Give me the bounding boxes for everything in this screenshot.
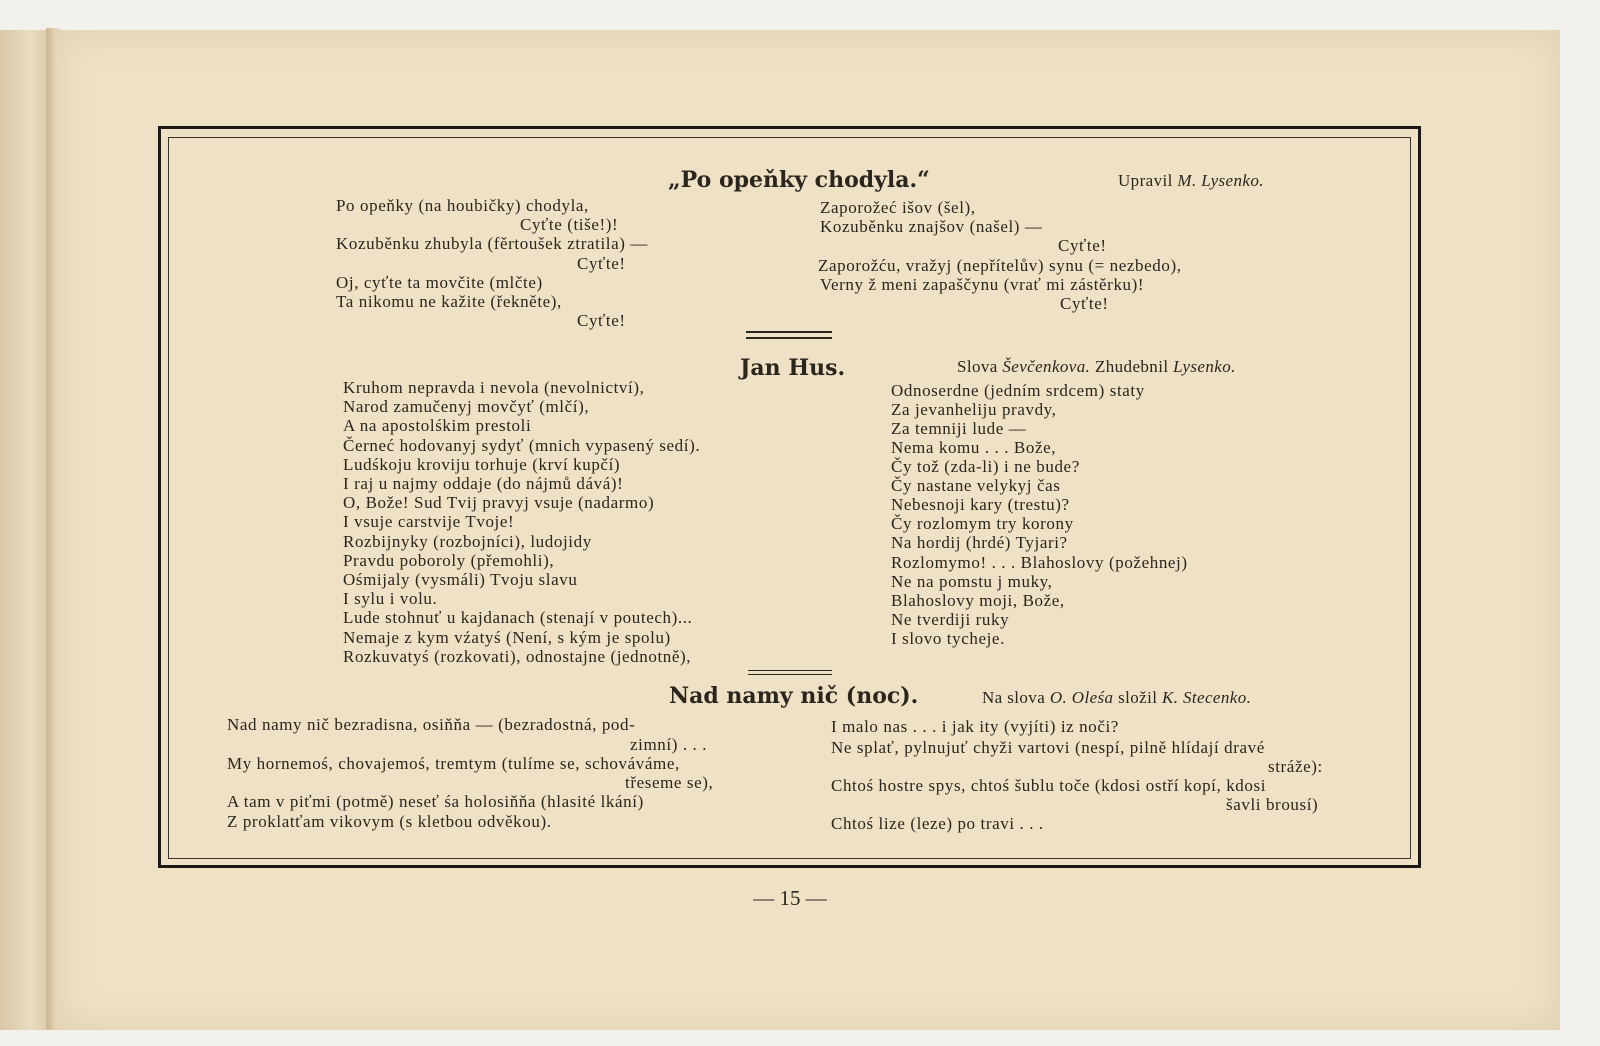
song2-left-line-1: Kruhom nepravda i nevola (nevolnictví), xyxy=(343,378,645,397)
song1-left-line-2: Cyťte (tiše!)! xyxy=(520,215,619,234)
song2-right-line-9: Na hordij (hrdé) Tyjari? xyxy=(891,533,1068,552)
song1-left-line-1: Po opeňky (na houbičky) chodyla, xyxy=(336,196,589,215)
song3-credit-prefix: Na slova xyxy=(982,688,1050,707)
song3-right-line-1: I malo nas . . . i jak ity (vyjíti) iz noči? xyxy=(831,717,1119,736)
separator-rule-2b xyxy=(748,674,832,675)
song3-right-line-5: šavli brousí) xyxy=(1226,795,1319,814)
song2-credit-mid: Zhudebnil xyxy=(1090,357,1174,376)
song2-right-line-10: Rozlomymo! . . . Blahoslovy (požehnej) xyxy=(891,553,1188,572)
song2-credit xyxy=(957,357,1236,377)
song2-left-line-8: I vsuje carstvije Tvoje! xyxy=(343,512,515,531)
song2-right-line-3: Za temniji lude — xyxy=(891,419,1027,438)
song3-title: Nad namy nič (noc). xyxy=(669,683,919,709)
song3-right-line-6: Chtoś lize (leze) po travi . . . xyxy=(831,814,1044,833)
song3-left-line-3: My hornemoś, chovajemoś, tremtym (tulíme se, schováváme, xyxy=(227,754,680,773)
song2-left-line-11: Ośmijaly (vysmáli) Tvoju slavu xyxy=(343,570,578,589)
song2-title: Jan Hus. xyxy=(740,355,846,381)
song2-right-line-5: Čy tož (zda-li) i ne bude? xyxy=(891,457,1080,476)
song1-left-line-5: Oj, cyťte ta movčite (mlčte) xyxy=(336,273,543,292)
song2-left-line-2: Narod zamučenyj movčyť (mlčí), xyxy=(343,397,590,416)
song1-left-line-3: Kozuběnku zhubyla (fěrtoušek ztratila) — xyxy=(336,234,648,253)
song2-left-line-14: Nemaje z kym vźatyś (Není, s kým je spolu) xyxy=(343,628,671,647)
song3-left-line-2: zimní) . . . xyxy=(630,735,708,754)
song1-left-line-6: Ta nikomu ne kažite (řekněte), xyxy=(336,292,562,311)
song2-right-line-2: Za jevanheliju pravdy, xyxy=(891,400,1057,419)
song2-left-line-12: I sylu i volu. xyxy=(343,589,438,608)
song1-left-line-4: Cyťte! xyxy=(577,254,626,273)
separator-rule-2a xyxy=(748,670,832,671)
song3-left-line-4: třeseme se), xyxy=(625,773,714,792)
song2-right-line-7: Nebesnoji kary (trestu)? xyxy=(891,495,1070,514)
song1-credit-prefix: Upravil xyxy=(1118,171,1178,190)
song2-right-line-13: Ne tverdiji ruky xyxy=(891,610,1010,629)
left-page-edge xyxy=(0,30,52,1030)
song3-credit-mid: složil xyxy=(1113,688,1162,707)
song1-credit-name: M. Lysenko. xyxy=(1177,171,1264,190)
song2-right-line-8: Čy rozlomym try korony xyxy=(891,514,1074,533)
song1-right-line-3: Cyťte! xyxy=(1058,236,1107,255)
song1-title: „Po opeňky chodyla.“ xyxy=(668,167,930,193)
separator-rule-1a xyxy=(746,331,832,333)
page-number: — 15 — xyxy=(753,886,827,910)
song2-left-line-9: Rozbijnyky (rozbojníci), ludojidy xyxy=(343,532,592,551)
song1-right-line-5: Verny ž meni zapaščynu (vrať mi zástěrku)! xyxy=(820,275,1145,294)
song2-right-line-4: Nema komu . . . Bože, xyxy=(891,438,1057,457)
song2-left-line-13: Lude stohnuť u kajdanach (stenají v poutech)... xyxy=(343,608,693,627)
song2-left-line-5: Ludśkoju kroviju torhuje (krví kupčí) xyxy=(343,455,621,474)
song2-credit-prefix: Slova xyxy=(957,357,1003,376)
song3-credit-composer: K. Stecenko. xyxy=(1161,688,1252,707)
song3-right-line-4: Chtoś hostre spys, chtoś šublu toče (kdosi ostří kopí, kdosi xyxy=(831,776,1267,795)
song2-left-line-4: Černeć hodovanyj sydyť (mnich vypasený sedí). xyxy=(343,436,701,455)
song3-right-line-3: stráže): xyxy=(1268,757,1323,776)
song2-left-line-3: A na apostolśkim prestoli xyxy=(343,416,532,435)
song2-right-line-11: Ne na pomstu j muky, xyxy=(891,572,1053,591)
song2-left-line-15: Rozkuvatyś (rozkovati), odnostajne (jednotně), xyxy=(343,647,692,666)
song1-left-line-7: Cyťte! xyxy=(577,311,626,330)
song3-credit xyxy=(982,688,1251,708)
song1-credit xyxy=(1118,171,1264,191)
song1-right-line-6: Cyťte! xyxy=(1060,294,1109,313)
song1-right-line-1: Zaporožeć išov (šel), xyxy=(820,198,976,217)
separator-rule-1b xyxy=(746,337,832,339)
song2-right-line-6: Čy nastane velykyj čas xyxy=(891,476,1061,495)
song1-right-line-4: Zaporožću, vražyj (nepřítelův) synu (= nezbedo), xyxy=(818,256,1182,275)
song2-credit-composer: Lysenko. xyxy=(1173,357,1236,376)
song2-credit-author: Ševčenkova. xyxy=(1002,357,1091,376)
song2-right-line-14: I slovo tycheje. xyxy=(891,629,1005,648)
song2-left-line-6: I raj u najmy oddaje (do nájmů dává)! xyxy=(343,474,624,493)
song3-left-line-5: A tam v piťmi (potmě) neseť śa holosiňňa (hlasité lkání) xyxy=(227,792,644,811)
song3-left-line-6: Z proklatťam vikovym (s kletbou odvěkou). xyxy=(227,812,552,831)
song2-left-line-7: O, Bože! Sud Tvij pravyj vsuje (nadarmo) xyxy=(343,493,655,512)
song2-left-line-10: Pravdu poboroly (přemohli), xyxy=(343,551,555,570)
song3-left-line-1: Nad namy nič bezradisna, osiňňa — (bezradostná, pod- xyxy=(227,715,636,734)
song2-right-line-12: Blahoslovy moji, Bože, xyxy=(891,591,1065,610)
song3-credit-author: O. Oleśa xyxy=(1049,688,1114,707)
song3-right-line-2: Ne splať, pylnujuť chyži vartovi (nespí, pilně hlídají dravé xyxy=(831,738,1265,757)
song1-right-line-2: Kozuběnku znajšov (našel) — xyxy=(820,217,1043,236)
song2-right-line-1: Odnoserdne (jedním srdcem) staty xyxy=(891,381,1145,400)
